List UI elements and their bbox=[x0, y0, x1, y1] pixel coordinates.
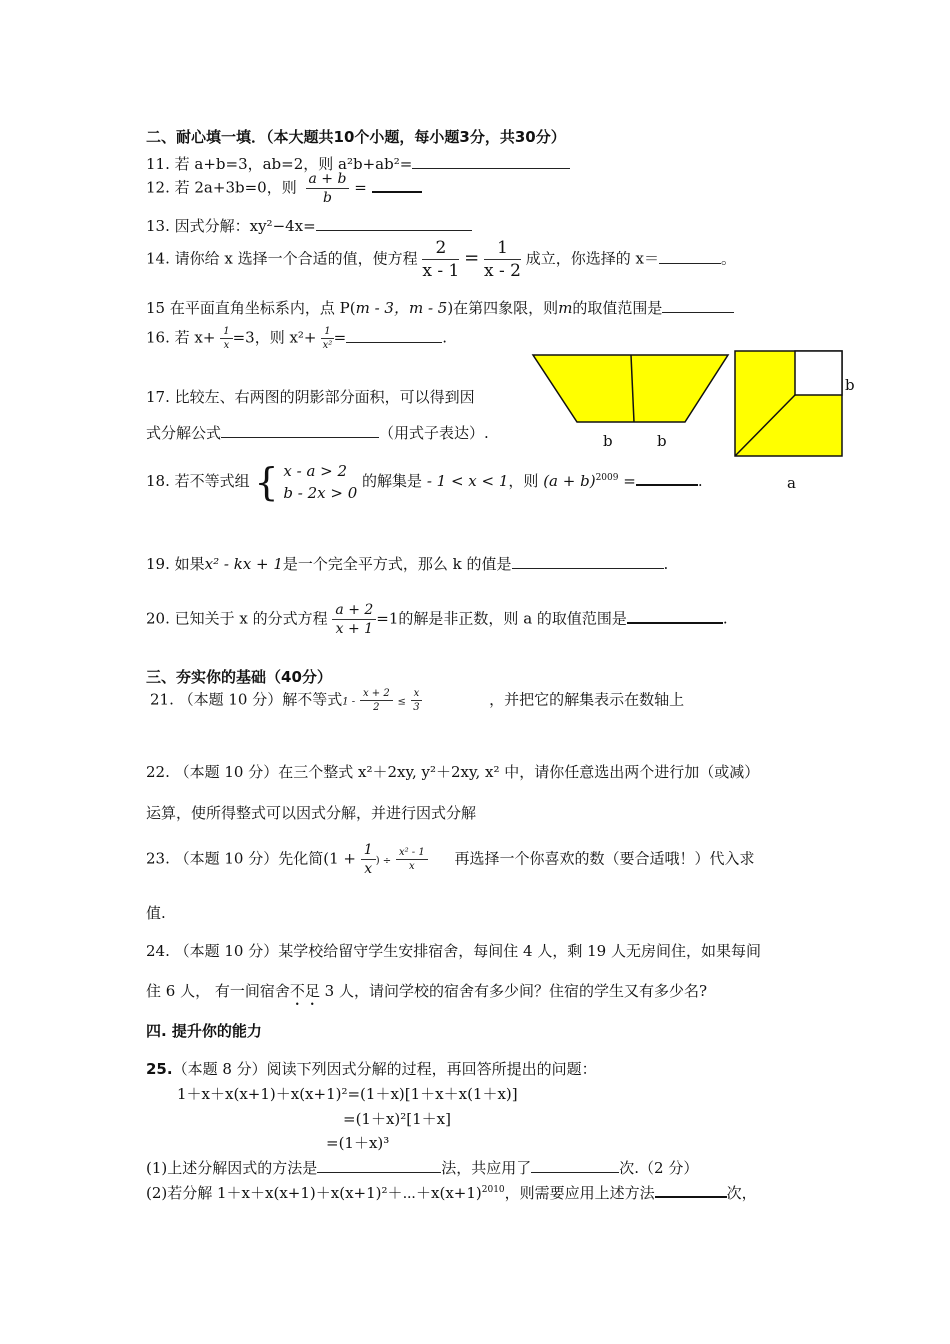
q21-fraction-left bbox=[360, 688, 393, 713]
q11-answer-blank[interactable] bbox=[412, 154, 570, 169]
q19-text: 19. 如果 bbox=[146, 555, 205, 573]
q16-f1-numerator: 1 bbox=[220, 326, 232, 339]
q21-right-denominator: 3 bbox=[413, 702, 420, 713]
q16-answer-blank[interactable] bbox=[346, 328, 442, 343]
q25-p1-text-c: 次.（2 分） bbox=[619, 1159, 699, 1177]
figure-label-a: a bbox=[787, 474, 796, 492]
q15-text: 15 在平面直角坐标系内，点 P( bbox=[146, 299, 356, 317]
q18-answer-blank[interactable] bbox=[636, 470, 698, 486]
q25-p1-text-a: (1)上述分解因式的方法是 bbox=[146, 1159, 318, 1177]
question-13 bbox=[146, 215, 472, 236]
figure-label-b-right: b bbox=[657, 432, 667, 450]
question-22-line-2: 运算，使所得整式可以因式分解，并进行因式分解 bbox=[146, 804, 477, 822]
section-4-title: 四. 提升你的能力 bbox=[146, 1022, 262, 1040]
question-17-line-2 bbox=[146, 422, 489, 443]
q20-numerator: a + 2 bbox=[332, 602, 376, 620]
q12-fraction bbox=[306, 171, 350, 206]
q24-text-a: 住 6 人， 有一间宿舍 bbox=[146, 982, 290, 1000]
q14-suffix: 成立，你选择的 x＝ bbox=[525, 249, 660, 268]
q21-right-numerator: x bbox=[411, 688, 423, 701]
q19-expression: x² - kx + 1 bbox=[204, 555, 283, 573]
q18-exponent: 2009 bbox=[595, 473, 619, 483]
q24-text-b: 3 人，请问学校的宿舍有多少间？住宿的学生又有多少名? bbox=[319, 982, 707, 1000]
q12-equals: = bbox=[354, 178, 367, 197]
q12-text: 12. 若 2a+3b=0，则 bbox=[146, 178, 297, 197]
q21-less-equal: ≤ bbox=[397, 696, 406, 708]
q25-derivation-line-2: =(1＋x)²[1＋x] bbox=[343, 1110, 451, 1128]
q23-suffix: 再选择一个你喜欢的数（要合适哦！）代入求 bbox=[454, 849, 755, 868]
q23-f1-denominator: x bbox=[364, 861, 373, 877]
q16-end: . bbox=[442, 328, 448, 347]
q25-p1-count-blank[interactable] bbox=[531, 1158, 619, 1173]
question-23 bbox=[146, 842, 754, 877]
q16-text: 16. 若 x+ bbox=[146, 328, 216, 347]
q25-p2-text-c: 次， bbox=[726, 1184, 757, 1202]
q19-answer-blank[interactable] bbox=[512, 554, 664, 569]
question-14 bbox=[146, 238, 736, 281]
figure-label-b-side: b bbox=[845, 376, 855, 394]
q16-fraction-2 bbox=[321, 326, 333, 351]
q17-answer-blank[interactable] bbox=[221, 423, 379, 438]
q15-suffix: 的取值范围是 bbox=[572, 299, 663, 317]
q15-mid: )在第四象限，则 bbox=[447, 299, 559, 317]
q14-end: 。 bbox=[721, 249, 737, 268]
q12-numerator: a + b bbox=[306, 171, 350, 189]
q25-p1-method-blank[interactable] bbox=[317, 1158, 441, 1173]
q18-text: 18. 若不等式组 bbox=[146, 472, 250, 490]
q23-paren: (1 + bbox=[323, 849, 356, 868]
q12-denominator: b bbox=[322, 190, 332, 206]
q14-right-denominator: x - 2 bbox=[484, 261, 521, 281]
question-24-line-2 bbox=[146, 980, 707, 1009]
section-2-title: 二、耐心填一填．（本大题共10个小题，每小题3分，共30分） bbox=[146, 128, 566, 146]
q25-number: 25. bbox=[146, 1060, 173, 1078]
q18-solution-set: - 1 < x < 1 bbox=[426, 472, 509, 490]
q15-point: m - 3，m - 5 bbox=[355, 299, 448, 317]
q12-answer-blank[interactable] bbox=[372, 177, 422, 193]
q19-end: . bbox=[663, 555, 669, 573]
figure-label-b-left: b bbox=[603, 432, 613, 450]
question-12 bbox=[146, 171, 422, 206]
q25-part-1 bbox=[146, 1157, 698, 1178]
q16-f2-numerator: 1 bbox=[321, 326, 333, 339]
q19-suffix: 是一个完全平方式，那么 k 的值是 bbox=[282, 555, 512, 573]
q14-text: 14. 请你给 x 选择一个合适的值，使方程 bbox=[146, 249, 418, 268]
q25-p1-text-b: 法，共应用了 bbox=[441, 1159, 532, 1177]
q18-brace: { bbox=[254, 460, 279, 504]
q13-answer-blank[interactable] bbox=[316, 216, 472, 231]
q23-fraction-1 bbox=[361, 842, 376, 877]
question-20 bbox=[146, 602, 728, 637]
q21-text: 21. （本题 10 分）解不等式 bbox=[150, 690, 343, 709]
q25-p2-text-b: ，则需要应用上述方法 bbox=[504, 1184, 655, 1202]
q25-p2-exponent: 2010 bbox=[481, 1185, 505, 1195]
small-white-square bbox=[795, 351, 842, 395]
q18-mid: 的解集是 bbox=[362, 472, 423, 490]
q17-text: 式分解公式 bbox=[146, 424, 222, 442]
q18-system-line-1: x - a > 2 bbox=[283, 462, 348, 480]
q18-system bbox=[283, 460, 357, 504]
q16-mid: =3，则 x²+ bbox=[232, 328, 317, 347]
q21-one-minus: 1 - bbox=[342, 696, 356, 708]
q11-text: 11. 若 a+b=3，ab=2，则 a²b+ab²= bbox=[146, 155, 413, 173]
question-24-line-1: 24. （本题 10 分）某学校给留守学生安排宿舍，每间住 4 人，剩 19 人无房间住，如果每间 bbox=[146, 942, 761, 960]
q23-text: 23. （本题 10 分）先化简 bbox=[146, 849, 324, 868]
question-22-line-1: 22. （本题 10 分）在三个整式 x²＋2xy, y²＋2xy, x² 中，请你任意选出两个进行加（或减） bbox=[146, 763, 760, 781]
q25-p2-text-a: (2)若分解 1＋x＋x(x+1)＋x(x+1)²＋⋯＋x(x+1) bbox=[146, 1184, 482, 1202]
q14-left-numerator: 2 bbox=[422, 238, 459, 260]
q16-f2-denominator: x² bbox=[322, 340, 333, 351]
q15-var: m bbox=[558, 299, 573, 317]
q23-f2-numerator: x² - 1 bbox=[396, 847, 428, 860]
q20-denominator: x + 1 bbox=[335, 621, 374, 637]
q16-fraction-1 bbox=[220, 326, 232, 351]
q25-derivation-line-1: 1＋x＋x(x+1)＋x(x+1)²=(1＋x)[1＋x＋x(1＋x)] bbox=[177, 1085, 518, 1103]
question-25-intro bbox=[146, 1058, 597, 1079]
q23-fraction-2 bbox=[396, 847, 428, 872]
section-3-title: 三、夯实你的基础（40分） bbox=[146, 668, 332, 686]
q16-equals: = bbox=[333, 328, 347, 347]
q18-end: . bbox=[697, 472, 703, 490]
q20-fraction bbox=[332, 602, 376, 637]
q18-equals: = bbox=[623, 472, 636, 490]
q21-fraction-right bbox=[411, 688, 423, 713]
q18-then: ，则 bbox=[508, 472, 539, 490]
q15-answer-blank[interactable] bbox=[662, 298, 734, 313]
q17-end: （用式子表达）. bbox=[379, 424, 489, 442]
q18-expression: (a + b) bbox=[543, 472, 596, 490]
q25-part-2 bbox=[146, 1182, 757, 1203]
q23-divide: ) ÷ bbox=[375, 855, 392, 867]
q21-suffix: ，并把它的解集表示在数轴上 bbox=[489, 690, 685, 709]
q20-equals: =1 bbox=[376, 609, 399, 628]
question-18 bbox=[146, 460, 703, 504]
q14-right-fraction bbox=[484, 238, 521, 281]
q13-text: 13. 因式分解：xy²−4x= bbox=[146, 217, 316, 235]
q24-emphasized-text: 不足 bbox=[289, 982, 320, 1000]
trapezoid-shaded-figure bbox=[533, 355, 728, 422]
q14-answer-blank[interactable] bbox=[659, 249, 721, 264]
q21-left-denominator: 2 bbox=[373, 702, 380, 713]
q20-text: 20. 已知关于 x 的分式方程 bbox=[146, 609, 328, 628]
question-16 bbox=[146, 326, 447, 351]
q14-left-fraction bbox=[422, 238, 459, 281]
q25-intro-text: （本题 8 分）阅读下列因式分解的过程，再回答所提出的问题： bbox=[172, 1060, 597, 1078]
q14-equals: = bbox=[464, 247, 480, 269]
area-comparison-figures bbox=[530, 348, 850, 460]
q25-derivation-line-3: =(1＋x)³ bbox=[326, 1134, 390, 1152]
q20-end: . bbox=[722, 609, 728, 628]
q20-suffix: 的解是非正数，则 a 的取值范围是 bbox=[398, 609, 627, 628]
q14-left-denominator: x - 1 bbox=[422, 261, 460, 281]
q25-p2-answer-blank[interactable] bbox=[655, 1182, 727, 1198]
question-15 bbox=[146, 297, 734, 318]
question-21 bbox=[150, 688, 684, 713]
q23-f2-denominator: x bbox=[408, 861, 415, 872]
q21-left-numerator: x + 2 bbox=[360, 688, 393, 701]
q14-right-numerator: 1 bbox=[484, 238, 521, 260]
question-23-line-2: 值. bbox=[146, 904, 166, 922]
q23-f1-numerator: 1 bbox=[361, 842, 376, 860]
question-17-line-1: 17. 比较左、右两图的阴影部分面积，可以得到因 bbox=[146, 388, 475, 406]
q20-answer-blank[interactable] bbox=[627, 608, 723, 624]
q18-system-line-2: b - 2x > 0 bbox=[283, 484, 358, 502]
question-19 bbox=[146, 553, 668, 574]
q16-f1-denominator: x bbox=[223, 340, 230, 351]
